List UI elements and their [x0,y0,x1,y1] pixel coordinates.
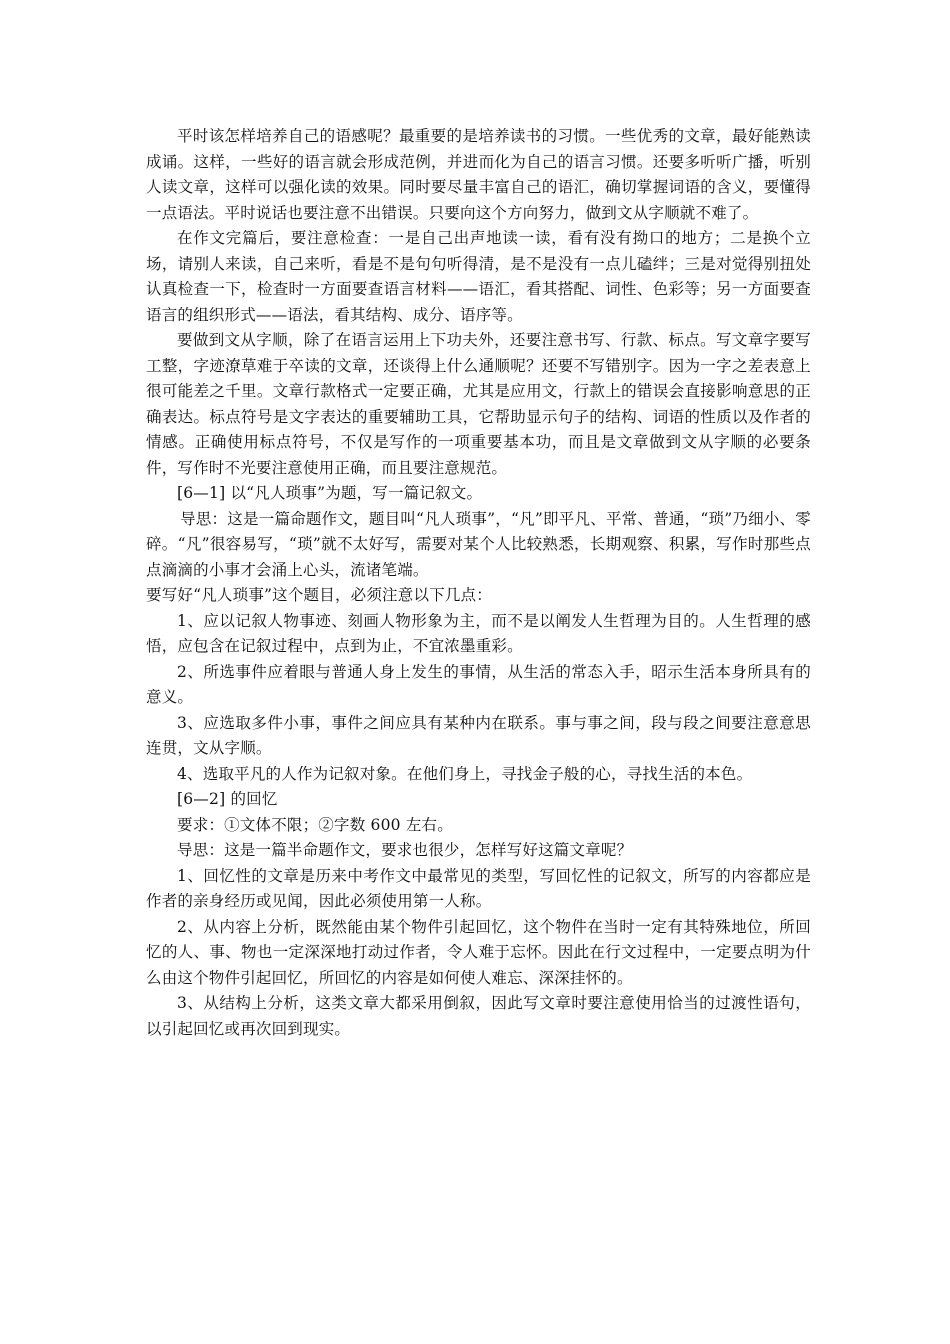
paragraph-guide-6-1: 导思：这是一篇命题作文，题目叫“凡人琐事”，“凡”即平凡、平常、普通，“琐”乃细小、零碎。“凡”很容易写，“琐”就不太好写，需要对某个人比较熟悉，长期观察、积累，写作时那些点点滴滴的小事才会涌上心头，流诸笔端。 [146,509,811,579]
list-item-point-3: 3、应选取多件小事，事件之间应具有某种内在联系。事与事之间，段与段之间要注意意思连贯，文从字顺。 [146,713,811,757]
paragraph-language-sense: 平时该怎样培养自己的语感呢？最重要的是培养读书的习惯。一些优秀的文章，最好能熟读成诵。这样，一些好的语言就会形成范例，并进而化为自己的语言习惯。还要多听听广播，听别人读文章，这样可以强化读的效果。同时要尽量丰富自己的语汇，确切掌握词语的含义，要懂得一点语法。平时说话也要注意不出错误。只要向这个方向努力，做到文从字顺就不难了。 [146,127,811,222]
paragraph-revision-check: 在作文完篇后，要注意检查：一是自己出声地读一读，看有没有拗口的地方；二是换个立场，请别人来读，自己来听，看是不是句句听得清，是不是没有一点儿磕绊；三是对觉得别扭处认真检查一下，检查时一方面要查语言材料——语汇，看其搭配、词性、色彩等；另一方面要查语言的组织形式——语法，看其结构、成分、语序等。 [146,229,811,324]
paragraph-requirements: 要求：①文体不限；②字数 600 左右。 [177,815,453,834]
paragraph-points-intro: 要写好“凡人琐事”这个题目，必须注意以下几点： [146,586,492,604]
paragraph-guide-6-2: 导思：这是一篇半命题作文，要求也很少，怎样写好这篇文章呢？ [177,841,633,859]
paragraph-writing-format: 要做到文从字顺，除了在语言运用上下功夫外，还要注意书写、行款、标点。写文章字要写工整，字迹潦草难于卒读的文章，还谈得上什么通顺呢？还要不写错别字。因为一字之差表意上很可能差之千里。文章行款格式一定要正确，尤其是应用文，行款上的错误会直接影响意思的正确表达。标点符号是文字表达的重要辅助工具，它帮助显示句子的结构、词语的性质以及作者的情感。正确使用标点符号，不仅是写作的一项重要基本功，而且是文章做到文从字顺的必要条件，写作时不光要注意使用正确，而且要注意规范。 [146,331,811,477]
list-item-recall-2: 2、从内容上分析，既然能由某个物件引起回忆，这个物件在当时一定有其特殊地位，所回忆的人、事、物也一定深深地打动过作者，令人难于忘怀。因此在行文过程中，一定要点明为什么由这个物件引起回忆，所回忆的内容是如何使人难忘、深深挂怀的。 [146,917,811,987]
list-item-point-2: 2、所选事件应着眼与普通人身上发生的事情，从生活的常态入手，昭示生活本身所具有的意义。 [146,662,811,706]
list-item-recall-1: 1、回忆性的文章是历来中考作文中最常见的类型，写回忆性的记叙文，所写的内容都应是作者的亲身经历或见闻，因此必须使用第一人称。 [146,866,811,910]
list-item-recall-3: 3、从结构上分析，这类文章大都采用倒叙，因此写文章时要注意使用恰当的过渡性语句，以引起回忆或再次回到现实。 [146,994,811,1038]
exercise-heading-6-1: [6—1] 以“凡人琐事”为题，写一篇记叙文。 [177,484,483,502]
list-item-point-1: 1、应以记叙人物事迹、刻画人物形象为主，而不是以阐发人生哲理为目的。人生哲理的感悟，应包含在记叙过程中，点到为止，不宜浓墨重彩。 [146,611,811,655]
list-item-point-4: 4、选取平凡的人作为记叙对象。在他们身上，寻找金子般的心，寻找生活的本色。 [177,764,753,783]
exercise-heading-6-2: [6—2] 的回忆 [177,790,278,808]
document-body [146,124,811,1042]
